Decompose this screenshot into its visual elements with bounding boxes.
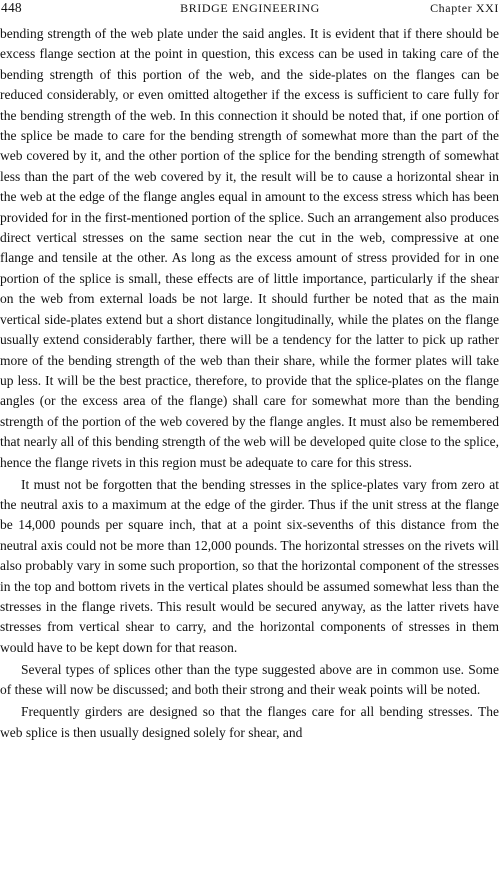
page-number: 448 [1,0,22,15]
page-header [0,0,500,16]
paragraph: It must not be forgotten that the bending stresses in the splice-plates vary from zero at the neutral axis to a maximum at the edge of the girder. Thus if the unit stress at the flange be 14,000 pounds per square inch, that at a point six-sevenths of this distance from the neutral axis could not be more than 12,000 pounds. The horizontal stresses on the rivets will also probably vary in some such proportion, so that the horizontal component of the stresses in the top and bottom rivets in the vertical plates should be assumed somewhat less than the stresses in the flange rivets. This result would be secured anyway, as the latter rivets have stresses from vertical shear to carry, and the horizontal components of stresses in them would have to be kept down for that reason. [0,476,499,655]
paragraph: Frequently girders are designed so that the flanges care for all bending stresses. The web splice is then usually designed solely for shear, and [0,704,499,740]
body-text [0,24,499,745]
paragraph: Several types of splices other than the type suggested above are in common use. Some of these will now be discussed; and both their strong and their weak points will be noted. [0,661,499,698]
chapter-label: Chapter XXI [430,1,499,15]
paragraph-continued: bending strength of the web plate under the said angles. It is evident that if there should be excess flange section at the point in question, this excess can be used in taking care of the bending strength of this portion of the web, and the side-plates on the flanges can be reduced considerably, or even omitted altogether if the excess is sufficient to care fully for the bending strength of the web. In this connection it should be noted that, if one portion of the splice be made to care for the bending strength of somewhat more than the part of the web covered by it, and the other portion of the splice for the bending strength of somewhat less than the part of the web covered by it, the result will be to cause a horizontal shear in the web at the edge of the flange angles equal in amount to the excess stress which has been provided for in the first-mentioned portion of the splice. Such an arrangement also produces direct vertical stresses on the same section near the cut in the web, compressive at one flange and tensile at the other. As long as the excess amount of stress provided for in one portion of the splice is small, these effects are of little importance, particularly if the shear on the web from external loads be not large. It should further be noted that as the main vertical side-plates extend but a short distance longitudinally, while the plates on the flange usually extend considerably farther, there will be a tendency for the latter to pick up rather more of the bending strength of the web than their share, while the former plates will take up less. It will be the best practice, therefore, to provide that the splice-plates on the flange angles (or the excess area of the flange) shall care for somewhat more than the bending strength of the portion of the web covered by the flange angles. It must also be remembered that nearly all of this bending strength of the web will be developed quite close to the splice, hence the flange rivets in this region must be adequate to care for this stress. [0,26,499,470]
running-title: BRIDGE ENGINEERING [180,1,320,15]
